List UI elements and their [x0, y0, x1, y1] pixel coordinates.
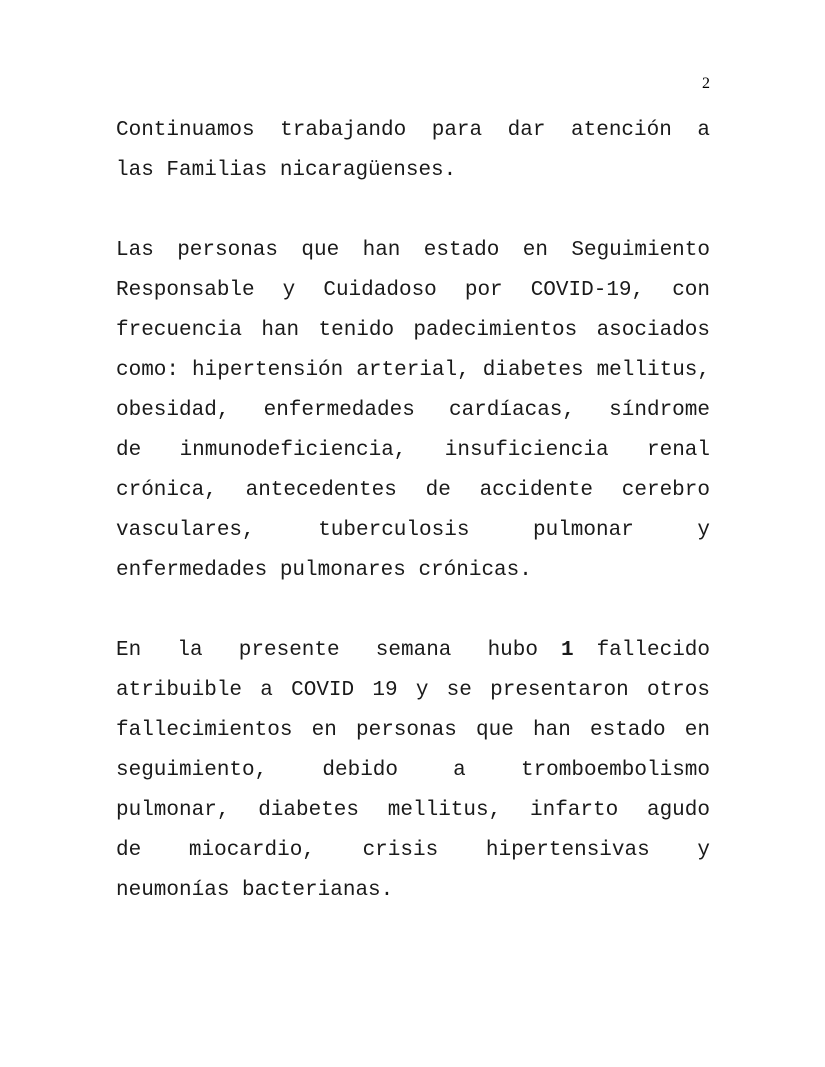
text-line: de inmunodeficiencia, insuficiencia renal — [116, 439, 710, 462]
word: semana — [375, 639, 452, 662]
text-line: como: hipertensión arterial, diabetes mellitus, — [116, 359, 710, 382]
text-line: pulmonar, diabetes mellitus, infarto agudo — [116, 799, 710, 822]
text-line: vasculares, tuberculosis pulmonar y — [116, 519, 710, 542]
text-line: enfermedades pulmonares crónicas. — [116, 559, 532, 582]
paragraph-intro — [116, 111, 710, 191]
text-line: seguimiento, debido a tromboembolismo — [116, 759, 710, 782]
text-line: Las personas que han estado en Seguimiento — [116, 239, 710, 262]
text-line: las Familias nicaragüenses. — [116, 159, 457, 182]
text-line: atribuible a COVID 19 y se presentaron otros — [116, 679, 710, 702]
paragraph-comorbidities — [116, 231, 710, 591]
text-line: frecuencia han tenido padecimientos asociados — [116, 319, 710, 342]
page-number: 2 — [702, 75, 710, 92]
text-segment: fallecido — [596, 639, 710, 662]
text-line: Responsable y Cuidadoso por COVID-19, con — [116, 279, 710, 302]
text-line-deaths-count — [116, 631, 710, 671]
text-line: Continuamos trabajando para dar atención a — [116, 119, 710, 142]
word: presente — [238, 639, 340, 662]
word: En — [116, 639, 142, 662]
word: la — [177, 639, 203, 662]
text-segment — [116, 631, 538, 671]
deaths-count: 1 — [560, 639, 574, 662]
text-line: crónica, antecedentes de accidente cerebro — [116, 479, 710, 502]
text-line: fallecimientos en personas que han estado en — [116, 719, 710, 742]
text-line: de miocardio, crisis hipertensivas y — [116, 839, 710, 862]
word: hubo — [487, 639, 538, 662]
document-body — [116, 111, 710, 951]
text-line: obesidad, enfermedades cardíacas, síndrome — [116, 399, 710, 422]
paragraph-deaths — [116, 631, 710, 911]
text-line: neumonías bacterianas. — [116, 879, 394, 902]
